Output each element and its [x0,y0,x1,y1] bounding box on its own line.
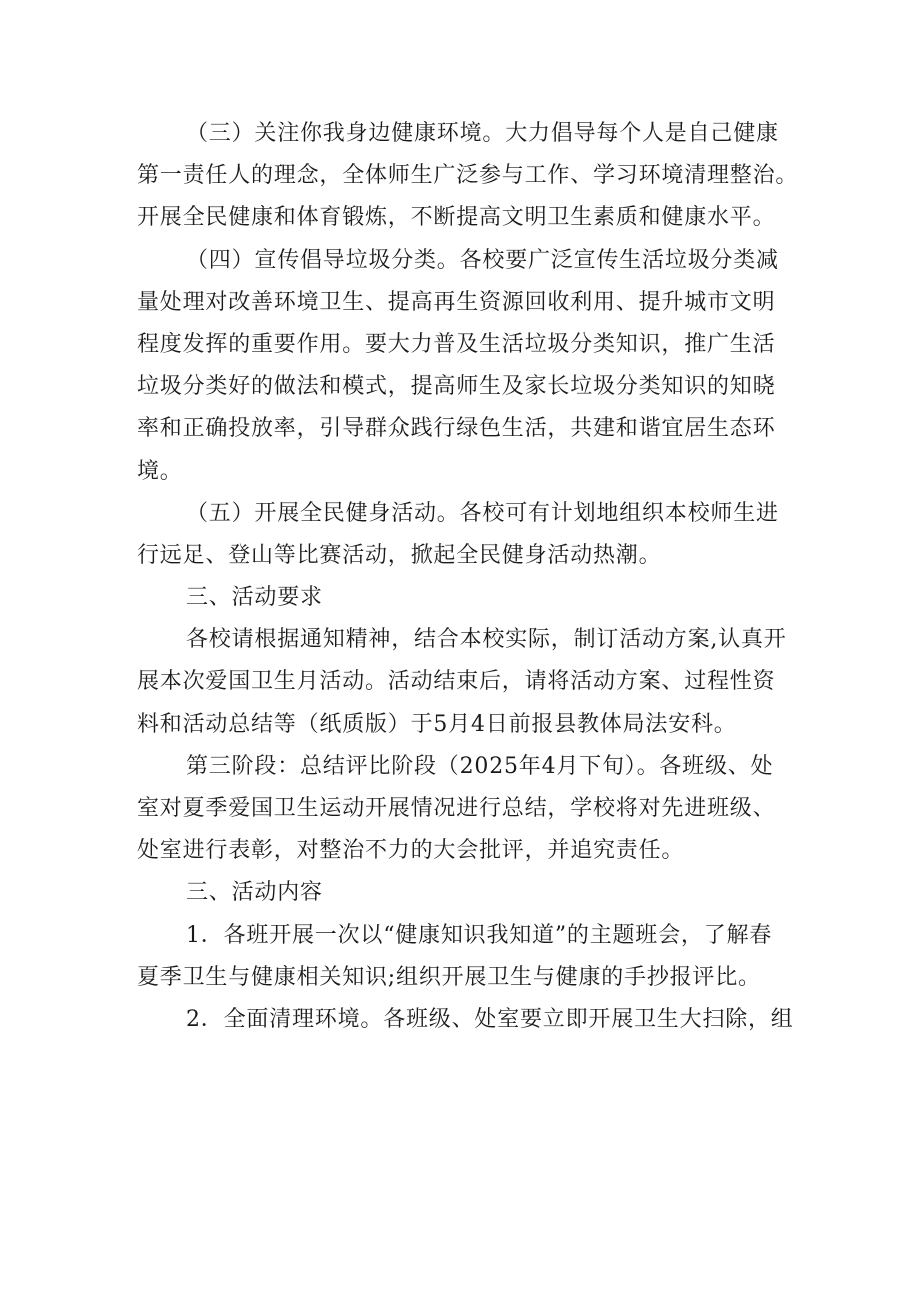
text-line: 2．全面清理环境。各班级、处室要立即开展卫生大扫除，组 [186,1006,794,1032]
text-line: 率和正确投放率，引导群众践行绿色生活，共建和谐宜居生态环 [137,416,776,442]
text-line: 1．各班开展一次以“健康知识我知道”的主题班会，了解春 [186,922,773,948]
text-line: 开展全民健康和体育锻炼，不断提高文明卫生素质和健康水平。 [137,205,776,231]
text-line: 第一责任人的理念，全体师生广泛参与工作、学习环境清理整治。 [137,163,799,189]
text-line: 夏季卫生与健康相关知识;组织开展卫生与健康的手抄报评比。 [137,964,761,990]
text-line: 室对夏季爱国卫生运动开展情况进行总结，学校将对先进班级、 [137,796,776,821]
text-line: 境。 [137,458,183,484]
text-line: 三、活动内容 [186,880,323,906]
text-line: 程度发挥的重要作用。要大力普及生活垃圾分类知识，推广生活 [137,331,776,357]
text-line: （三）关注你我身边健康环境。大力倡导每个人是自己健康 [186,121,779,146]
text-line: 三、活动要求 [186,585,323,611]
text-line: 处室进行表彰，对整治不力的大会批评，并追究责任。 [137,838,685,864]
text-line: 行远足、登山等比赛活动，掀起全民健身活动热潮。 [137,542,662,568]
text-line: 垃圾分类好的做法和模式，提高师生及家长垃圾分类知识的知晓 [137,374,776,400]
document-body [137,113,797,1041]
text-line: 第三阶段：总结评比阶段（2025年4月下旬）。各班级、处 [186,753,774,779]
text-line: 量处理对改善环境卫生、提高再生资源回收利用、提升城市文明 [137,289,776,315]
text-line: （五）开展全民健身活动。各校可有计划地组织本校师生进 [186,500,779,526]
text-line: 料和活动总结等（纸质版）于5月4日前报县教体局法安科。 [137,711,737,737]
text-line: （四）宣传倡导垃圾分类。各校要广泛宣传生活垃圾分类减 [186,247,779,273]
text-line: 展本次爱国卫生月活动。活动结束后，请将活动方案、过程性资 [137,669,776,695]
text-line: 各校请根据通知精神，结合本校实际，制订活动方案,认真开 [186,627,787,653]
